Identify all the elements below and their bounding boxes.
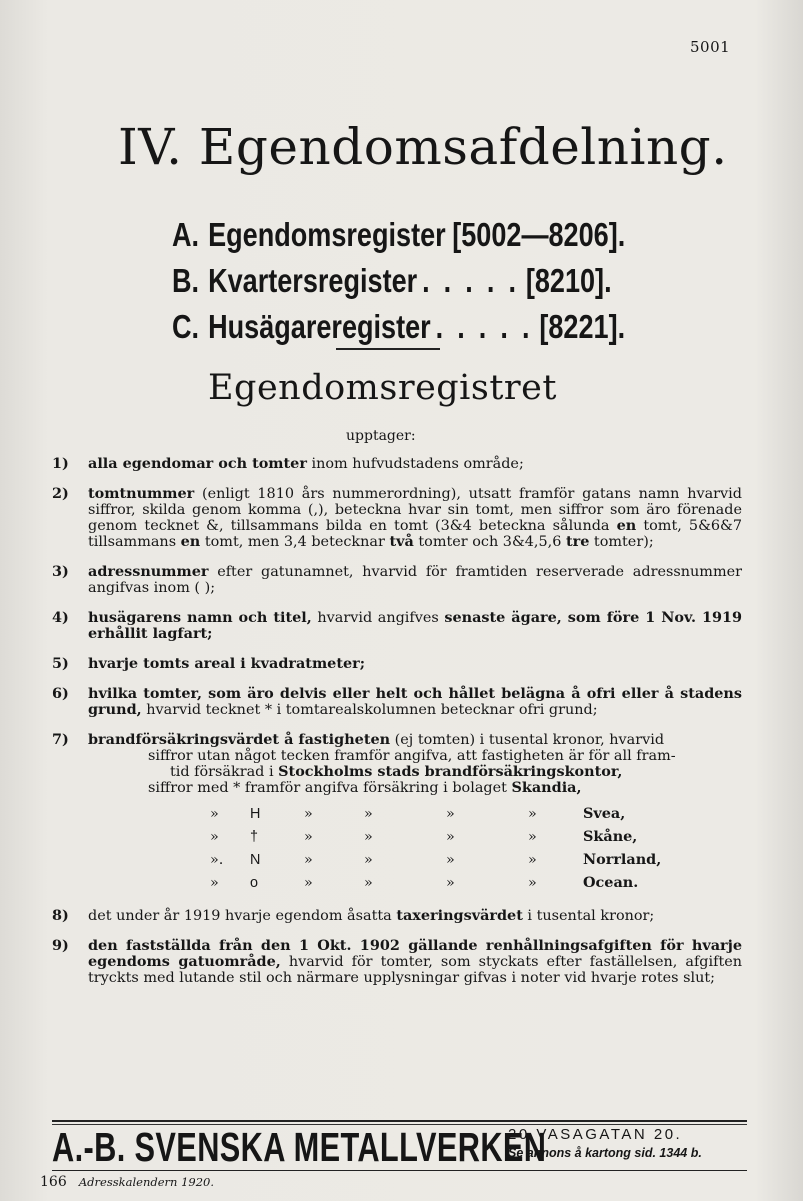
symbol-o: o bbox=[250, 874, 259, 891]
symbol-dagger: † bbox=[250, 828, 259, 845]
insurance-company-grid bbox=[210, 802, 742, 894]
table-of-contents bbox=[172, 212, 732, 350]
toc-row-a: A. Egendomsregister [5002—8206]. bbox=[172, 216, 626, 253]
list-item-9: 9) den fastställda från den 1 Okt. 1902 gällande renhållningsafgiften för hvarje egendoms gatuområde, hvarvid för tomter, som styckats efter faställelsen, afgiften tryckts med lutande stil och närmare upplysningar gifvas i noter vid hvarje rotes slut; bbox=[52, 937, 743, 986]
footer-page-number: 166 bbox=[40, 1174, 67, 1190]
page-footer bbox=[40, 1174, 214, 1190]
insurance-line-2: tid försäkrad i Stockholms stads brandförsäkringskontor, bbox=[170, 763, 623, 780]
list-item-4: 4) husägarens namn och titel, hvarvid angifves senaste ägare, som före 1 Nov. 1919 erhållit lagfart; bbox=[52, 609, 743, 642]
insurance-block bbox=[100, 748, 742, 894]
company-row-skane: » † » » » » Skåne, bbox=[210, 827, 638, 845]
ad-divider-top bbox=[52, 1120, 747, 1122]
divider-short bbox=[336, 348, 440, 350]
symbol-h: H bbox=[250, 805, 261, 822]
list-item-5: 5) hvarje tomts areal i kvadratmeter; bbox=[52, 655, 366, 672]
list-item-3: 3) adressnummer efter gatunamnet, hvarvid för framtiden reserverade adressnummer angifvas inom ( ); bbox=[52, 563, 742, 596]
company-row-norrland: ». N » » » » Norrland, bbox=[210, 850, 662, 868]
list-item-8: 8) det under år 1919 hvarje egendom åsatta taxeringsvärdet i tusental kronor; bbox=[52, 907, 655, 924]
company-row-ocean: » o » » » » Ocean. bbox=[210, 873, 639, 891]
list-item-2: 2) tomtnummer (enligt 1810 års nummerordning), utsatt framför gatans namn hvarvid siffror, skilda genom komma (,), beteckna hvar sin tomt, men siffror som äro förenade genom tecknet &, tillsammans bilda en tomt (3&4 beteckna sålunda en tomt, 5&6&7 tillsammans en tomt, men 3,4 betecknar två tomter och 3&4,5,6 tre tomter); bbox=[52, 485, 742, 550]
list-item-1: 1) alla egendomar och tomter inom hufvudstadens område; bbox=[52, 455, 524, 472]
symbol-n: N bbox=[250, 851, 261, 868]
insurance-line-3: siffror med * framför angifva försäkring i bolaget Skandia, bbox=[148, 779, 582, 796]
advertisement-note: Se annons å kartong sid. 1344 b. bbox=[508, 1146, 702, 1160]
register-subtitle: upptager: bbox=[346, 428, 416, 444]
list-item-7: 7) brandförsäkringsvärdet å fastigheten (ej tomten) i tusental kronor, hvarvid bbox=[52, 731, 665, 748]
page-number: 5001 bbox=[690, 38, 731, 56]
advertisement-company-name: A.-B. SVENSKA METALLVERKEN bbox=[52, 1124, 547, 1170]
register-title: Egendomsregistret bbox=[208, 368, 557, 408]
company-row-svea: » H » » » » Svea, bbox=[210, 804, 626, 822]
section-title: IV. Egendomsafdelning. bbox=[118, 118, 728, 176]
toc-row-c: C. Husägareregister . . . . . [8221]. bbox=[172, 308, 626, 345]
item-list bbox=[52, 456, 742, 1000]
advertisement-address: 20 VASAGATAN 20. bbox=[508, 1126, 683, 1143]
insurance-line-1: siffror utan något tecken framför angifva, att fastigheten är för all fram- bbox=[148, 748, 676, 764]
ad-divider-bottom bbox=[52, 1170, 747, 1171]
list-item-6: 6) hvilka tomter, som äro delvis eller helt och hållet belägna å ofri eller å stadens grund, hvarvid tecknet * i tomtarealskolumnen betecknar ofri grund; bbox=[52, 685, 742, 718]
toc-row-b: B. Kvartersregister . . . . . [8210]. bbox=[172, 262, 612, 299]
footer-publication: Adresskalendern 1920. bbox=[78, 1175, 215, 1189]
